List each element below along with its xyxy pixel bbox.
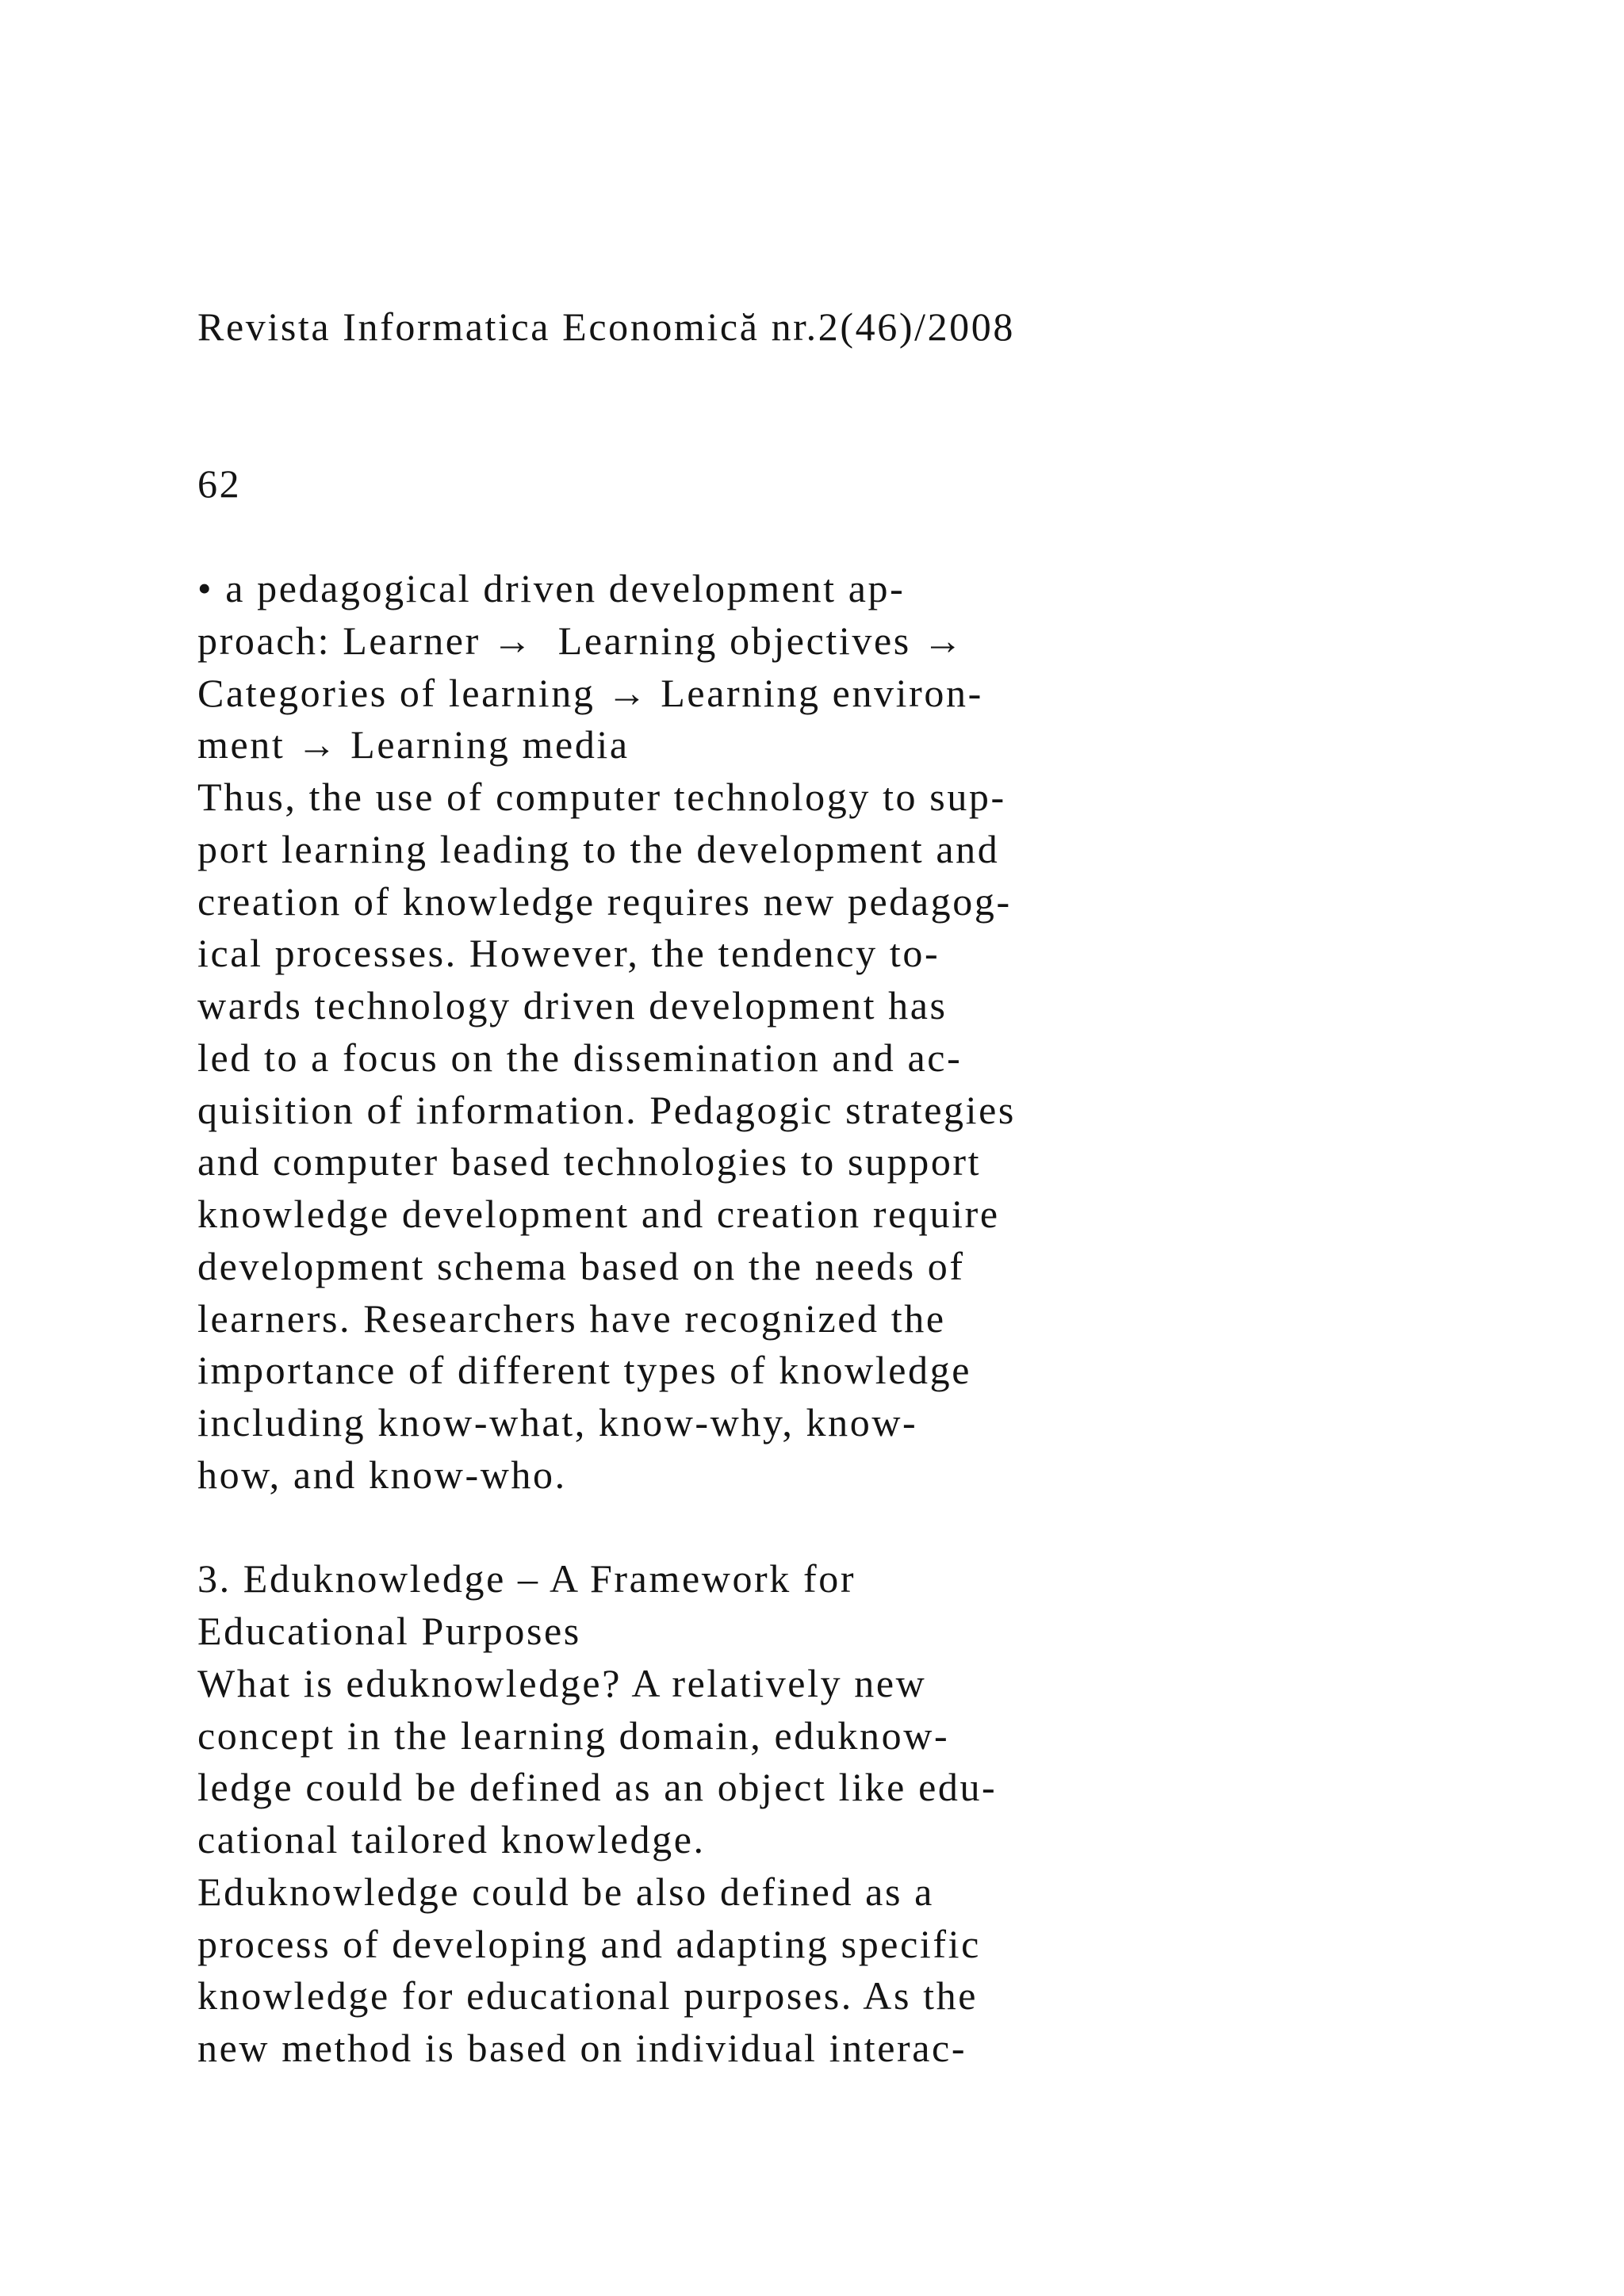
section-line: What is eduknowledge? A relatively new: [197, 1661, 927, 1705]
body-line: Thus, the use of computer technology to sup-: [197, 775, 1006, 819]
body-line: wards technology driven development has: [197, 983, 948, 1027]
section-line: process of developing and adapting specific: [197, 1922, 981, 1966]
body-line: learners. Researchers have recognized the: [197, 1296, 946, 1341]
body-line: how, and know-who.: [197, 1452, 567, 1497]
section-heading: Educational Purposes: [197, 1609, 581, 1653]
body-line: proach: Learner → Learning objectives →: [197, 618, 965, 663]
body-line: importance of different types of knowledge: [197, 1348, 972, 1392]
page-number: 62: [197, 461, 242, 506]
body-line: Categories of learning → Learning environ-: [197, 671, 983, 715]
body-line: ment → Learning media: [197, 722, 630, 767]
section-heading: 3. Eduknowledge – A Framework for: [197, 1556, 856, 1601]
body-line: port learning leading to the development and: [197, 827, 1000, 871]
body-line: and computer based technologies to support: [197, 1139, 982, 1184]
body-line: development schema based on the needs of: [197, 1244, 965, 1288]
section-line: ledge could be defined as an object like edu-: [197, 1765, 998, 1809]
body-line: quisition of information. Pedagogic strategies: [197, 1088, 1016, 1132]
body-line: ical processes. However, the tendency to-: [197, 931, 940, 975]
body-line: • a pedagogical driven development ap-: [197, 566, 906, 610]
section-line: cational tailored knowledge.: [197, 1817, 706, 1862]
section-line: concept in the learning domain, eduknow-: [197, 1713, 950, 1758]
section-line: Eduknowledge could be also defined as a: [197, 1869, 934, 1914]
running-header: Revista Informatica Economică nr.2(46)/2008: [197, 304, 1015, 349]
text-column: [197, 0, 1593, 2070]
body-line: knowledge development and creation require: [197, 1192, 1000, 1236]
body-line: including know-what, know-why, know-: [197, 1400, 918, 1445]
body-line: led to a focus on the dissemination and ac-: [197, 1035, 963, 1080]
section-line: knowledge for educational purposes. As the: [197, 1973, 978, 2018]
body-line: creation of knowledge requires new pedagog-: [197, 879, 1012, 924]
section-line: new method is based on individual interac-: [197, 2026, 967, 2070]
